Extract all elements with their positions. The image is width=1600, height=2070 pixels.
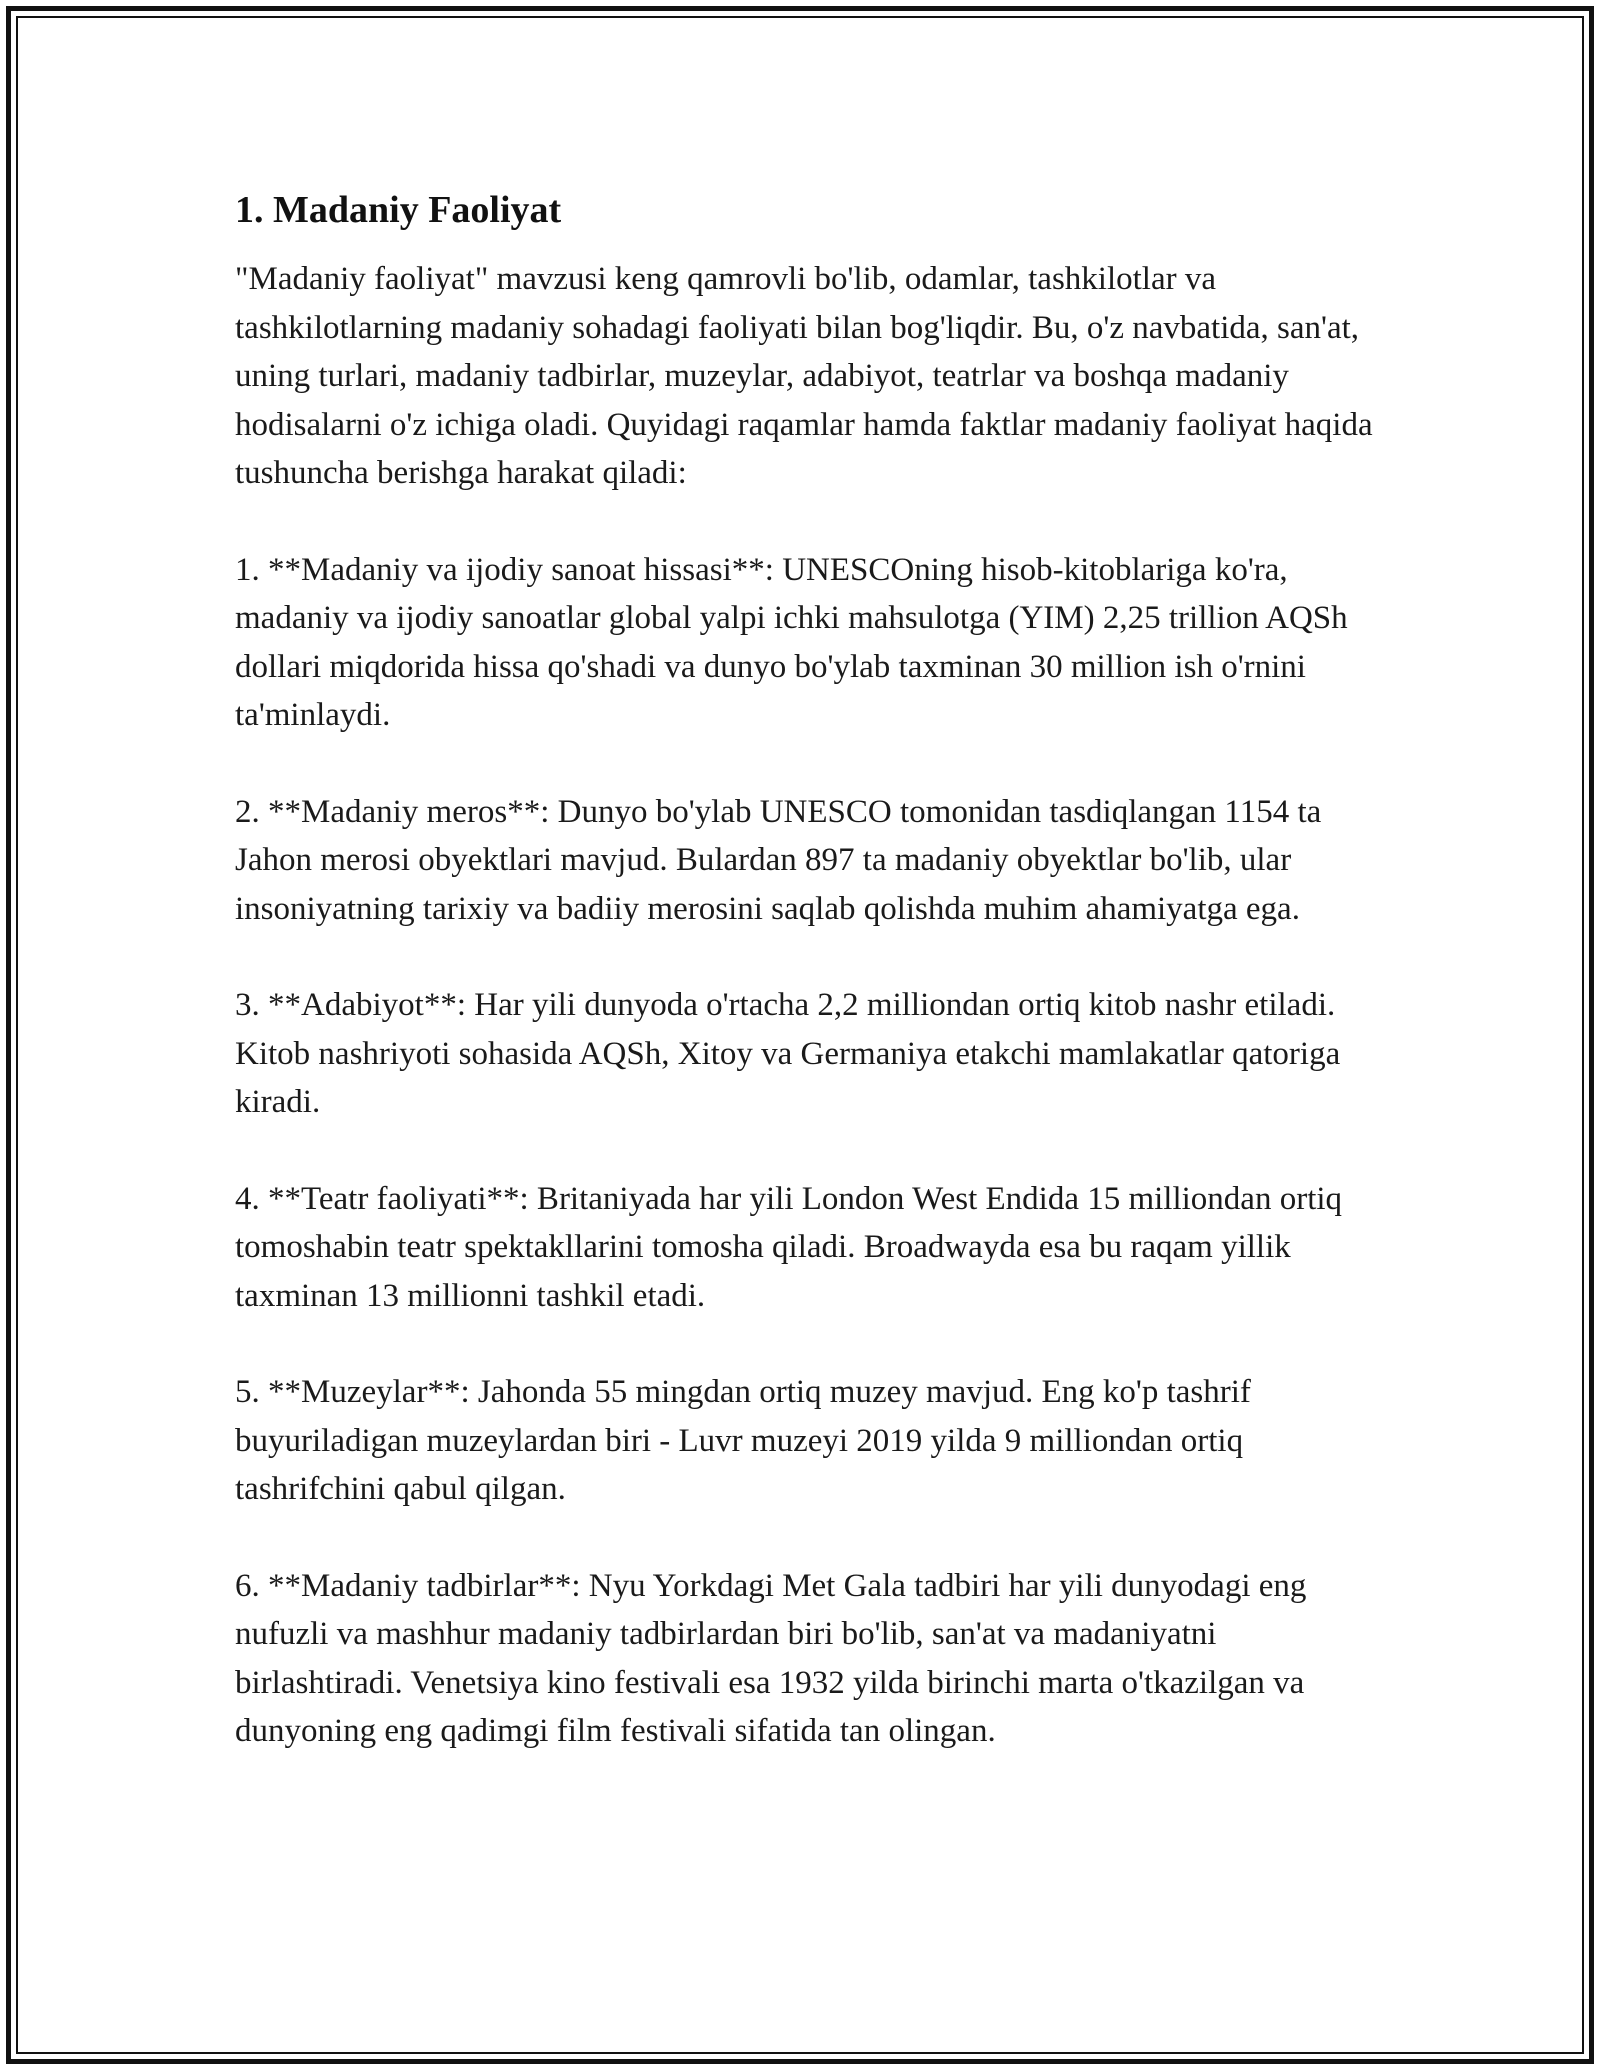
paragraph-cultural-heritage: 2. **Madaniy meros**: Dunyo bo'ylab UNESCO tomonidan tasdiqlangan 1154 ta Jahon merosi obyektlari mavjud. Bulardan 897 ta madaniy obyektlar bo'lib, ular insoniyatning tarixiy va badiiy merosini saqlab qolishda muhim ahamiyatga ega. <box>235 793 1322 927</box>
paragraph-theatre: 4. **Teatr faoliyati**: Britaniyada har yili London West Endida 15 milliondan ortiq tomoshabin teatr spektakllarini tomosha qiladi. Broadwayda esa bu raqam yillik taxminan 13 millionni tashkil etadi. <box>235 1180 1343 1314</box>
paragraph-creative-industries: 1. **Madaniy va ijodiy sanoat hissasi**: UNESCOning hisob-kitoblariga ko'ra, madaniy va ijodiy sanoatlar global yalpi ichki mahsulotga (YIM) 2,25 trillion AQSh dollari miqdorida hissa qo'shadi va dunyo bo'ylab taxminan 30 million ish o'rnini ta'minlaydi. <box>235 551 1348 733</box>
section-title: 1. Madaniy Faoliyat <box>235 189 562 231</box>
paragraph-cultural-events: 6. **Madaniy tadbirlar**: Nyu Yorkdagi Met Gala tadbiri har yili dunyodagi eng nufuzli va mashhur madaniy tadbirlardan biri bo'lib, san'at va madaniyatni birlashtiradi. Venetsiya kino festivali esa 1932 yilda birinchi marta o'tkazilgan va dunyoning eng qadimgi film festivali sifatida tan olingan. <box>235 1567 1307 1749</box>
intro-paragraph: "Madaniy faoliyat" mavzusi keng qamrovli bo'lib, odamlar, tashkilotlar va tashkilotlarning madaniy sohadagi faoliyati bilan bog'liqdir. Bu, o'z navbatida, san'at, uning turlari, madaniy tadbirlar, muzeylar, adabiyot, teatrlar va boshqa madaniy hodisalarni o'z ichiga oladi. Quyidagi raqamlar hamda faktlar madaniy faoliyat haqida tushuncha berishga harakat qiladi: <box>235 261 1373 491</box>
paragraph-museums: 5. **Muzeylar**: Jahonda 55 mingdan ortiq muzey mavjud. Eng ko'p tashrif buyuriladigan muzeylardan biri - Luvr muzeyi 2019 yilda 9 milliondan ortiq tashrifchini qabul qilgan. <box>235 1374 1251 1507</box>
paragraph-literature: 3. **Adabiyot**: Har yili dunyoda o'rtacha 2,2 milliondan ortiq kitob nashr etiladi. Kitob nashriyoti sohasida AQSh, Xitoy va Germaniya etakchi mamlakatlar qatoriga kiradi. <box>235 987 1341 1120</box>
document-body <box>235 185 1375 1756</box>
